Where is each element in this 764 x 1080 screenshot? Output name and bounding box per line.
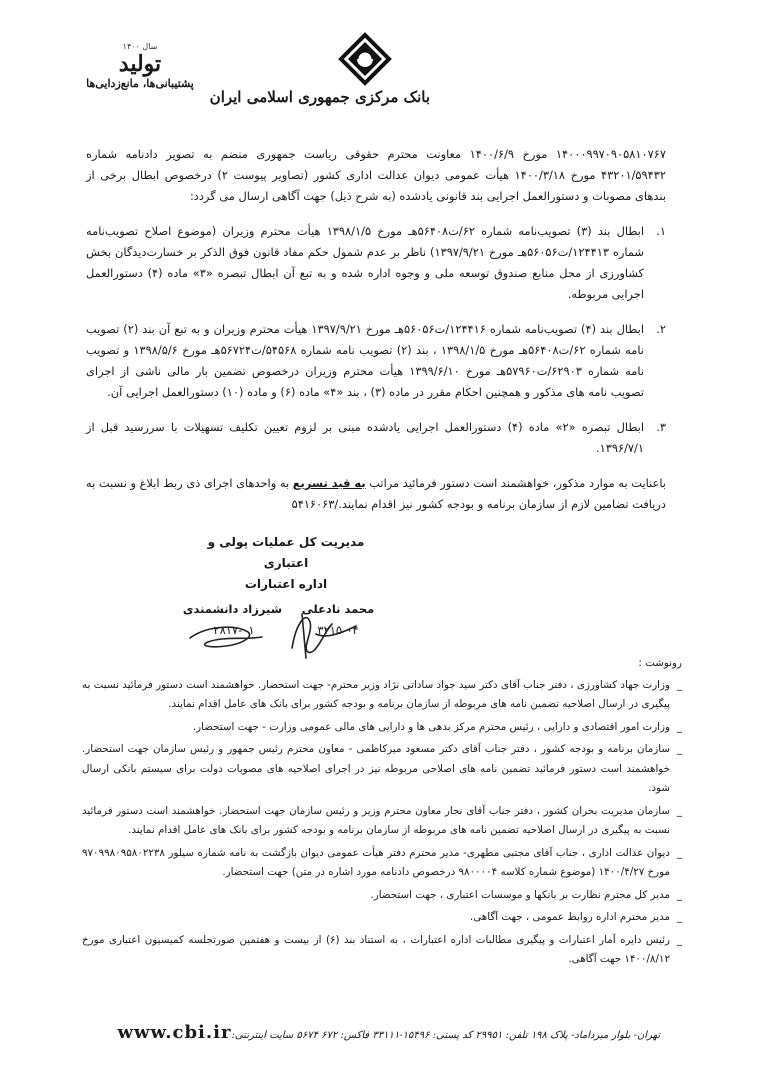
signatory-name: محمد نادعلی bbox=[301, 602, 375, 616]
copy-recipient: سازمان مدیریت بحران کشور ، دفتر جناب آقای نجار معاون محترم وزیر و رئیس سازمان جهت استحضار. خواهشمند است دستور فرمائید نسبت به پیگیری در ارسال اصلاحیه تضمین نامه های مربوطه از سازمان برنامه و بودجه کشور برای بانک های عامل اقدام نمایند. bbox=[82, 804, 670, 836]
signatory-code: ۳۲۱۵-۰۴ bbox=[317, 623, 359, 637]
signature-left bbox=[190, 627, 262, 647]
list-item bbox=[86, 319, 666, 403]
bank-logo bbox=[209, 32, 430, 106]
list-item bbox=[82, 908, 682, 928]
signature-right bbox=[292, 614, 356, 658]
list-item bbox=[86, 417, 666, 459]
item-text: ابطال بند (۴) تصویب‌نامه شماره ۱۲۴۴۱۶/ت۵۶۰۵۶هـ مورخ ۱۳۹۷/۹/۲۱ هیأت محترم وزیران و به تبع آن بند (۲) تصویب نامه شماره ۶۲/ت۵۶۴۰۸هـ مورخ ۱۳۹۸/۱/۵ ، بند (۲) تصویب نامه شماره ۵۴۵۶۸/ت۵۶۷۲۴هـ مورخ ۱۳۹۸/۵/۶ و تصویب نامه شماره ۶۲۹۰۳/ت۵۷۹۶۰هـ مورخ ۱۳۹۹/۶/۱۰ هیأت محترم وزیران درخصوص تضمین بار مالی ناشی از اجرای تصویب نامه های مذکور و همچنین احکام مقرر در ماده (۳) ، بند «۴» ماده (۶) و ماده (۱۰) دستورالعمل اجرایی آن. bbox=[86, 322, 644, 399]
dash-icon: _ bbox=[676, 804, 682, 817]
copy-recipient: مدیر کل محترم نظارت بر بانکها و موسسات اعتباری ، جهت استحضار. bbox=[370, 888, 670, 901]
copy-recipient: رئیس دایره آمار اعتبارات و پیگیری مطالبات اداره اعتبارات ، به استناد بند (۶) از بیست و هفتمین صورتجلسه کمیسیون اعتباری مورخ ۱۴۰۰/۸/۱۲ جهت آگاهی. bbox=[82, 933, 670, 965]
list-item bbox=[82, 931, 682, 970]
closing-emphasis: به قید تسریع bbox=[292, 476, 366, 490]
item-text: ابطال تبصره «۲» ماده (۴) دستورالعمل اجرایی یادشده مبنی بر لزوم تعیین تکلیف تسهیلات با سررسید قبل از ۱۳۹۶/۷/۱. bbox=[86, 420, 644, 455]
list-item bbox=[82, 676, 682, 715]
dash-icon: _ bbox=[676, 888, 682, 901]
list-item bbox=[82, 718, 682, 738]
list-item bbox=[86, 221, 666, 305]
intro-paragraph: ۱۴۰۰۰۹۹۷۰۹۰۵۸۱۰۷۶۷ مورخ ۱۴۰۰/۶/۹ معاونت محترم حقوقی ریاست جمهوری منضم به تصویر دادنامه شماره ۴۳۲۰۱/۵۹۴۳۲ مورخ ۱۴۰۰/۳/۱۸ هیأت عمومی دیوان عدالت اداری کشور (تصاویر پیوست ۲) درخصوص ابطال برخی از بندهای مصوبات و دستورالعمل اجرایی بند قانونی یادشده (به شرح ذیل) جهت آگاهی ارسال می گردد: bbox=[86, 147, 667, 203]
item-text: ابطال بند (۳) تصویب‌نامه شماره ۶۲/ت۵۶۴۰۸هـ مورخ ۱۳۹۸/۱/۵ هیأت محترم وزیران (موضوع اصلاح تصویب‌نامه شماره ۱۲۴۴۱۳/ت۵۶۰۵۶هـ مورخ ۱۳۹۷/۹/۲۱) ناظر بر عدم شمول حکم مفاد قانون فوق الذکر بر خسارت‌دیدگان بخش کشاورزی از محل منابع صندوق توسعه ملی و وجوه اداره شده و به تبع آن ابطال تبصره «۳» ماده (۴) دستورالعمل اجرایی مربوطه. bbox=[86, 224, 644, 301]
list-item bbox=[82, 844, 682, 883]
copies-list bbox=[82, 676, 682, 970]
bank-emblem-icon bbox=[338, 32, 392, 86]
slogan-title: تولید bbox=[118, 51, 162, 77]
copies-section bbox=[82, 654, 682, 973]
department-name: مدیریت کل عملیات پولی و اعتباری bbox=[207, 535, 365, 570]
copies-label: رونوشت : bbox=[638, 657, 682, 669]
list-item bbox=[82, 802, 682, 841]
letter-footer bbox=[117, 1022, 660, 1043]
office-name: اداره اعتبارات bbox=[244, 577, 328, 591]
dash-icon: _ bbox=[676, 911, 682, 923]
slogan-subtitle: پشتیبانی‌ها، مانع‌زدایی‌ها bbox=[86, 77, 194, 90]
copy-recipient: مدیر محترم اداره روابط عمومی ، جهت آگاهی. bbox=[469, 911, 670, 923]
dash-icon: _ bbox=[676, 720, 682, 733]
footer-address: تهران- بلوار میرداماد- پلاک ۱۹۸ تلفن: ۲۹۹۵۱ کد پستی: ۱۵۴۹۶-۳۳۱۱۱ فاکس: ۶۷۲ ۵۶۷۴ سایت اینترنتی: bbox=[231, 1030, 660, 1041]
closing-text-after: به واحدهای اجرای ذی ربط ابلاغ و نسبت به دریافت تضامین لازم از سازمان برنامه و بودجه کشور نیز اقدام نمایند./۵۴۱۶۰۶۳ bbox=[86, 476, 666, 511]
year-slogan bbox=[80, 42, 200, 90]
closing-paragraph bbox=[86, 473, 666, 515]
slogan-year: سال ۱۴۰۰ bbox=[122, 42, 158, 51]
closing-text-before: باعنایت به موارد مذکور، خواهشمند است دستور فرمائید مراتب bbox=[365, 476, 666, 490]
copy-recipient: وزارت جهاد کشاورزی ، دفتر جناب آقای دکتر سید جواد ساداتی نژاد وزیر محترم- جهت استحضار. خواهشمند است دستور فرمائید نسبت به پیگیری در ارسال اصلاحیه تضمین نامه های مربوطه از سازمان برنامه و بودجه کشور برای بانک های عامل اقدام نمایند. bbox=[82, 678, 670, 710]
signatory-name: شیرزاد دانشمندی bbox=[182, 602, 282, 616]
dash-icon: _ bbox=[676, 846, 682, 859]
copy-recipient: وزارت امور اقتصادی و دارایی ، رئیس محترم مرکز بدهی ها و دارایی های مالی عمومی وزارت - جهت استحضار. bbox=[192, 720, 670, 733]
letter-body bbox=[86, 144, 666, 515]
dash-icon: _ bbox=[676, 678, 682, 691]
dash-icon: _ bbox=[676, 743, 682, 755]
signatory-code: ۲۸۱۷-۰۱ bbox=[213, 623, 255, 637]
copy-recipient: دیوان عدالت اداری ، جناب آقای مجتبی مطهری- مدیر محترم دفتر هیأت عمومی دیوان بازگشت به نامه شماره سیلور ۹۷۰۹۹۸۰۹۵۸۰۲۲۳۸ مورخ ۱۴۰۰/۴/۲۷ (موضوع شماره کلاسه ۹۸۰۰۰۰۴ درخصوص دادنامه مورد اشاره در متن) جهت استحضار. bbox=[82, 846, 670, 878]
list-item bbox=[82, 886, 682, 906]
annulment-list bbox=[86, 221, 666, 459]
list-item bbox=[82, 740, 682, 799]
bank-name: بانک مرکزی جمهوری اسلامی ایران bbox=[209, 88, 430, 106]
item-number: ۲. bbox=[656, 322, 666, 336]
website-link[interactable]: www.cbi.ir bbox=[117, 1022, 232, 1043]
dash-icon: _ bbox=[676, 933, 682, 946]
item-number: ۱. bbox=[656, 224, 666, 238]
item-number: ۳. bbox=[656, 420, 666, 434]
copy-recipient: سازمان برنامه و بودجه کشور ، دفتر جناب آقای دکتر مسعود میرکاظمی - معاون محترم رئیس جمهور و رئیس سازمان جهت استحضار. خواهشمند است دستور فرمائید تضمین نامه های اصلاحی مربوطه نیز در اجرای اصلاحیه های مصوبات دولت برای سیستم بانکی ارسال شود. bbox=[82, 743, 670, 794]
